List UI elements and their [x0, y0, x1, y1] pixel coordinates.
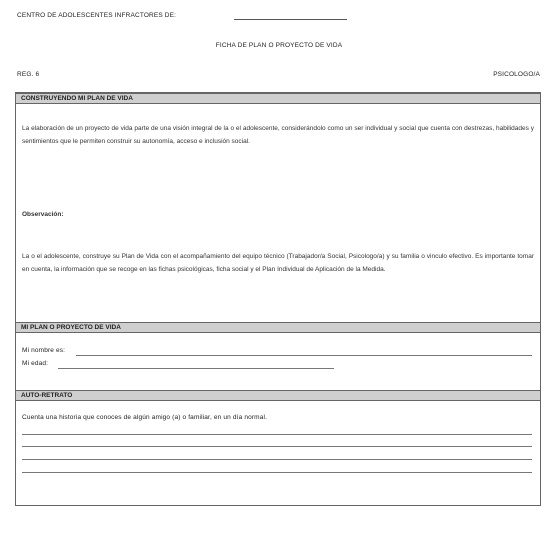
writing-line-2[interactable] — [22, 446, 532, 447]
form-frame — [15, 92, 541, 506]
section-autoretrato-header — [16, 390, 540, 401]
observation-paragraph: La o el adolescente, construye su Plan de Vida con el acompañamiento del equipo técnico (Trabajador/a Social, Psicologo/a) y su familia o vinculo efectivo. Es importante tomar en cuenta, la información que se recoge en las fichas psicológicas, ficha social y el Plan Individual de Aplicación de la Medida. — [22, 253, 534, 273]
reg-code: REG. 6 — [17, 71, 40, 78]
age-field-line[interactable] — [58, 368, 334, 369]
intro-paragraph: La elaboración de un proyecto de vida parte de una visión integral de la o el adolescente, considerándolo como un ser individual y social que cuenta con destrezas, habilidades y sentimientos que le permiten construir su autonomía, acceso e inclusión social. — [22, 125, 534, 145]
writing-line-3[interactable] — [22, 459, 532, 460]
writing-line-1[interactable] — [22, 434, 532, 435]
writing-line-4[interactable] — [22, 472, 532, 473]
observation-label: Observación: — [22, 211, 64, 218]
section-construyendo-title: CONSTRUYENDO MI PLAN DE VIDA — [21, 95, 133, 102]
section-autoretrato-title: AUTO-RETRATO — [21, 392, 73, 399]
role-label: PSICOLOGO/A — [493, 71, 540, 78]
center-label: CENTRO DE ADOLESCENTES INFRACTORES DE: — [17, 12, 177, 19]
age-label: Mi edad: — [22, 360, 49, 367]
center-blank-line — [234, 19, 347, 20]
form-title: FICHA DE PLAN O PROYECTO DE VIDA — [215, 42, 343, 49]
section-construyendo-header — [16, 93, 540, 104]
section-plan-title: MI PLAN O PROYECTO DE VIDA — [21, 324, 121, 331]
section-plan-header — [16, 322, 540, 333]
name-field-line[interactable] — [76, 355, 532, 356]
autoretrato-prompt: Cuenta una historia que conoces de algún amigo (a) o familiar, en un día normal. — [22, 414, 268, 421]
name-label: Mi nombre es: — [22, 347, 66, 354]
